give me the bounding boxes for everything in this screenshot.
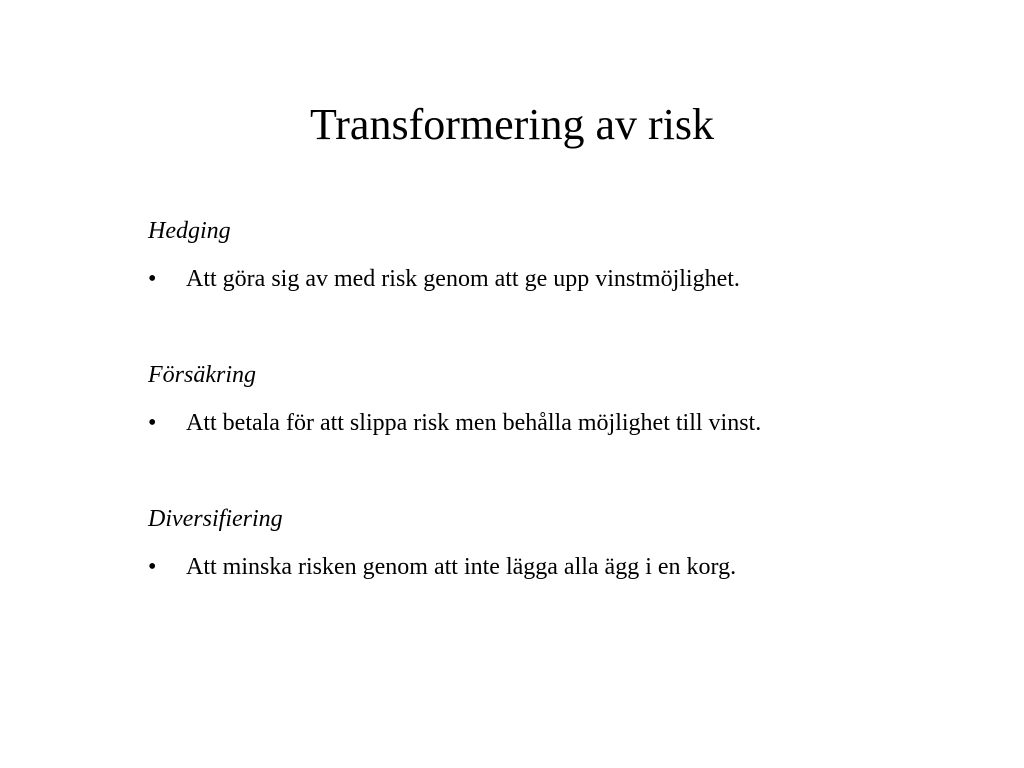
bullet-item-diversifiering bbox=[148, 550, 968, 584]
section-diversifiering bbox=[148, 502, 968, 584]
section-forsakring bbox=[148, 358, 968, 440]
section-heading-hedging: Hedging bbox=[148, 218, 231, 244]
bullet-icon: • bbox=[148, 410, 157, 436]
bullet-text-hedging: Att göra sig av med risk genom att ge upp vinstmöjlighet. bbox=[186, 266, 740, 292]
bullet-text-forsakring: Att betala för att slippa risk men behålla möjlighet till vinst. bbox=[186, 410, 762, 436]
section-hedging bbox=[148, 214, 968, 296]
section-heading-forsakring: Försäkring bbox=[148, 362, 256, 388]
section-heading-diversifiering: Diversifiering bbox=[148, 506, 283, 532]
slide-title: Transformering av risk bbox=[309, 100, 715, 149]
bullet-icon: • bbox=[148, 266, 157, 292]
bullet-text-diversifiering: Att minska risken genom att inte lägga alla ägg i en korg. bbox=[186, 554, 737, 580]
bullet-item-forsakring bbox=[148, 406, 968, 440]
bullet-item-hedging bbox=[148, 262, 968, 296]
bullet-icon: • bbox=[148, 554, 157, 580]
